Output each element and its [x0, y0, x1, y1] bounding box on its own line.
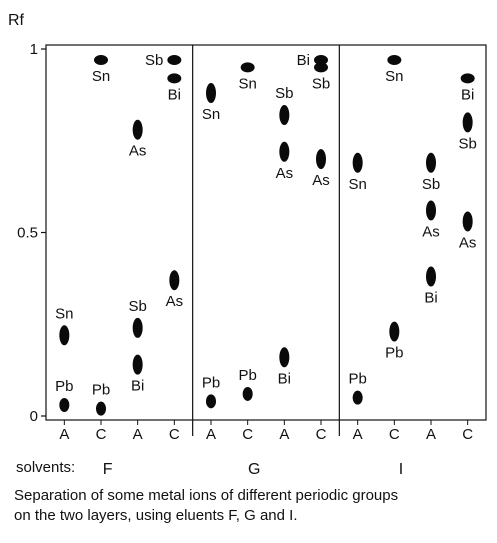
layer-label: A	[352, 426, 363, 443]
spot-sb	[167, 55, 181, 65]
spot-label-pb: Pb	[385, 344, 404, 362]
spot-sn	[59, 325, 69, 345]
spot-sb	[463, 112, 473, 132]
spot-label-as: As	[422, 223, 440, 241]
spot-label-sb: Sb	[275, 85, 294, 103]
y-axis-title	[8, 12, 25, 29]
spot-label-bi: Bi	[424, 289, 438, 307]
layer-label: A	[279, 426, 290, 443]
layer-label: A	[205, 426, 217, 443]
layer-label: C	[388, 426, 400, 443]
spot-pb	[243, 387, 253, 401]
spot-label-bi: Bi	[296, 52, 310, 70]
spot-label-as: As	[128, 142, 147, 160]
spot-label-pb: Pb	[238, 366, 257, 384]
layer-label: C	[168, 426, 180, 443]
spot-label-sn: Sn	[385, 68, 404, 86]
layer-label: C	[462, 426, 474, 443]
layer-label: A	[59, 426, 70, 443]
spot-bi	[167, 73, 181, 83]
spot-sb	[279, 105, 289, 125]
spot-sn	[94, 55, 108, 65]
spot-sn	[353, 153, 363, 173]
plot-frame	[46, 45, 486, 420]
eluent-label: I	[398, 461, 404, 478]
spot-label-pb: Pb	[91, 381, 111, 399]
spot-pb	[389, 322, 399, 342]
spot-labels	[55, 52, 477, 399]
spot-label-as: As	[275, 164, 294, 182]
y-axis-label: Rf	[8, 12, 24, 29]
layer-label: C	[95, 426, 107, 443]
spot-label-as: As	[458, 234, 477, 252]
layer-label: A	[425, 426, 437, 443]
y-tick-label: 1	[29, 41, 38, 58]
spot-label-bi: Bi	[167, 86, 182, 104]
caption-line-1: Separation of some metal ions of different periodic groups	[14, 487, 399, 504]
figure-caption	[14, 486, 494, 526]
spot-sn	[241, 62, 255, 72]
spot-label-pb: Pb	[55, 377, 74, 395]
spot-label-bi: Bi	[130, 377, 145, 395]
caption-line-2: on the two layers, using eluents F, G and I.	[14, 507, 298, 524]
solvent-row	[16, 459, 403, 478]
spot-pb	[206, 394, 216, 408]
spot-label-sb: Sb	[144, 52, 164, 70]
spot-bi	[279, 347, 289, 367]
spot-label-sn: Sn	[238, 75, 257, 93]
spot-as	[426, 200, 436, 220]
spot-as	[279, 142, 289, 162]
spot-label-sn: Sn	[201, 106, 221, 124]
solvents-label: solvents:	[16, 459, 76, 476]
spots	[59, 55, 477, 416]
spot-label-pb: Pb	[348, 370, 367, 388]
spot-pb	[96, 402, 106, 416]
spot-pb	[59, 398, 69, 412]
spot-label-sb: Sb	[458, 135, 477, 153]
layer-label: A	[132, 426, 143, 443]
spot-label-pb: Pb	[201, 374, 221, 392]
spot-bi	[314, 55, 328, 65]
layer-label: C	[315, 426, 327, 443]
spot-label-sb: Sb	[128, 297, 147, 315]
spot-sn	[206, 83, 216, 103]
spot-sb	[133, 318, 143, 338]
spot-label-sn: Sn	[91, 68, 111, 86]
spot-pb	[353, 391, 363, 405]
spot-label-as: As	[165, 293, 184, 311]
spot-label-sn: Sn	[348, 175, 367, 193]
spot-label-bi: Bi	[460, 86, 475, 104]
spot-sb	[426, 153, 436, 173]
y-tick-label: 0	[29, 408, 38, 425]
spot-label-sb: Sb	[421, 175, 441, 193]
eluent-label: F	[102, 461, 113, 478]
spot-bi	[426, 267, 436, 287]
spot-label-sb: Sb	[311, 75, 331, 93]
spot-as	[463, 211, 473, 231]
spot-as	[316, 149, 326, 169]
spot-label-sn: Sn	[55, 305, 74, 323]
spot-label-bi: Bi	[277, 370, 292, 388]
spot-bi	[133, 355, 143, 375]
spot-sn	[387, 55, 401, 65]
y-tick-label: 0.5	[17, 224, 38, 242]
spot-label-as: As	[312, 172, 330, 190]
eluent-label: G	[248, 461, 261, 478]
spot-as	[169, 270, 179, 290]
spot-as	[133, 120, 143, 140]
layer-label: C	[242, 426, 254, 443]
spot-bi	[461, 73, 475, 83]
